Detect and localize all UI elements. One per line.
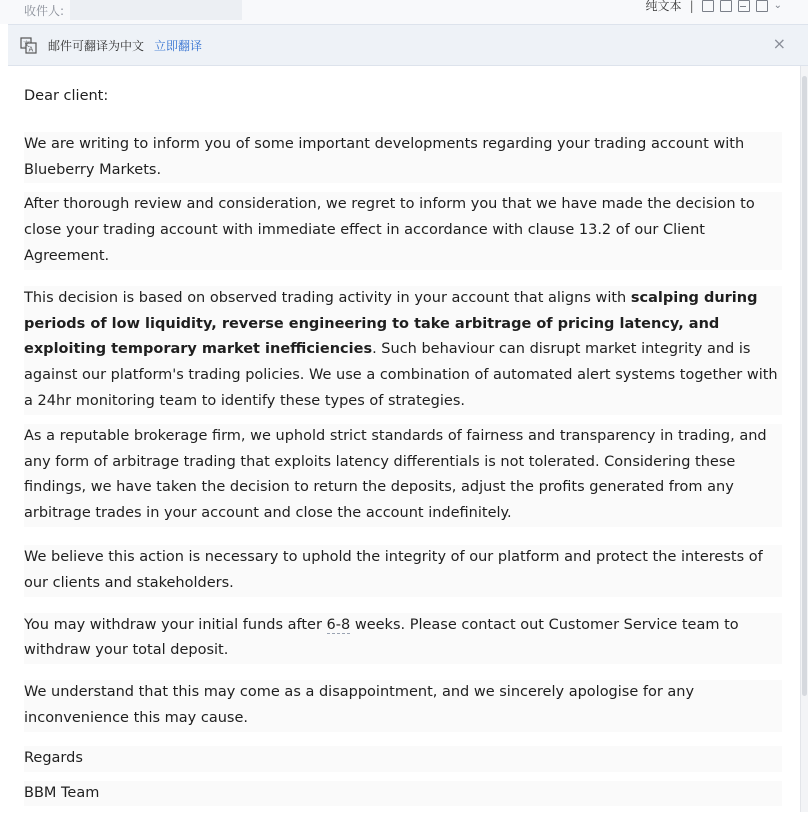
svg-text:文: 文 <box>23 40 30 48</box>
close-icon[interactable]: × <box>772 34 786 53</box>
translate-icon <box>20 37 37 54</box>
email-regards: Regards <box>24 746 782 772</box>
header-toolbar <box>646 0 782 14</box>
document-icon[interactable] <box>720 0 732 12</box>
recipient-value-redacted <box>70 0 242 20</box>
print-icon[interactable] <box>756 0 768 12</box>
scrollbar-thumb[interactable] <box>802 76 807 696</box>
email-greeting: Dear client: <box>24 88 109 104</box>
chevron-down-icon[interactable]: ⌄ <box>773 0 782 11</box>
scrollbar-track[interactable] <box>800 66 808 812</box>
paragraph-6-rest: weeks. Please contact out Customer Service team to withdraw your total deposit. <box>24 616 739 659</box>
email-paragraph-5: We believe this action is necessary to uphold the integrity of our platform and protect the interests of our clients and stakeholders. <box>24 545 782 597</box>
date-range-highlight[interactable]: 6-8 <box>326 616 351 633</box>
copy-icon[interactable] <box>702 0 714 12</box>
email-paragraph-4: As a reputable brokerage firm, we uphold strict standards of fairness and transparency in trading, and any form of arbitrage trading that exploits latency differentials is not tolerated. Considering these findings, we have taken the decision to return the deposits, adjust the profits generated from any arbitrage trades in your account and close the account indefinitely. <box>24 424 782 527</box>
email-paragraph-1: We are writing to inform you of some important developments regarding your trading account with Blueberry Markets. <box>24 132 782 184</box>
recipient-row <box>0 0 808 24</box>
email-paragraph-3 <box>24 286 782 415</box>
paragraph-6-intro: You may withdraw your initial funds after <box>24 616 327 633</box>
svg-text:A: A <box>28 45 34 54</box>
translate-now-link[interactable]: 立即翻译 <box>154 39 203 53</box>
plain-text-button[interactable]: 纯文本 <box>645 0 682 13</box>
paragraph-3-rest: . Such behaviour can disrupt market integrity and is against our platform's trading policies. We use a combination of automated alert systems together with a 24hr monitoring team to identify these types of strategies. <box>24 341 778 409</box>
email-body <box>24 84 782 815</box>
mail-icon[interactable] <box>738 0 750 12</box>
translate-message: 邮件可翻译为中文 <box>48 39 145 53</box>
email-paragraph-6 <box>24 613 782 665</box>
email-paragraph-2: After thorough review and consideration, we regret to inform you that we have made the decision to close your trading account with immediate effect in accordance with clause 13.2 of our Client Agreement. <box>24 192 782 269</box>
paragraph-3-intro: This decision is based on observed trading activity in your account that aligns with <box>24 289 631 306</box>
email-paragraph-7: We understand that this may come as a disappointment, and we sincerely apologise for any inconvenience this may cause. <box>24 680 782 732</box>
paragraph-3-highlight: scalping during periods of low liquidity, reverse engineering to take arbitrage of pricing latency, and exploiting temporary market inefficiencies <box>24 289 758 358</box>
email-signature: BBM Team <box>24 781 782 807</box>
toolbar-separator: | <box>689 0 694 13</box>
recipient-label: 收件人: <box>24 4 65 18</box>
translate-bar <box>8 24 808 66</box>
